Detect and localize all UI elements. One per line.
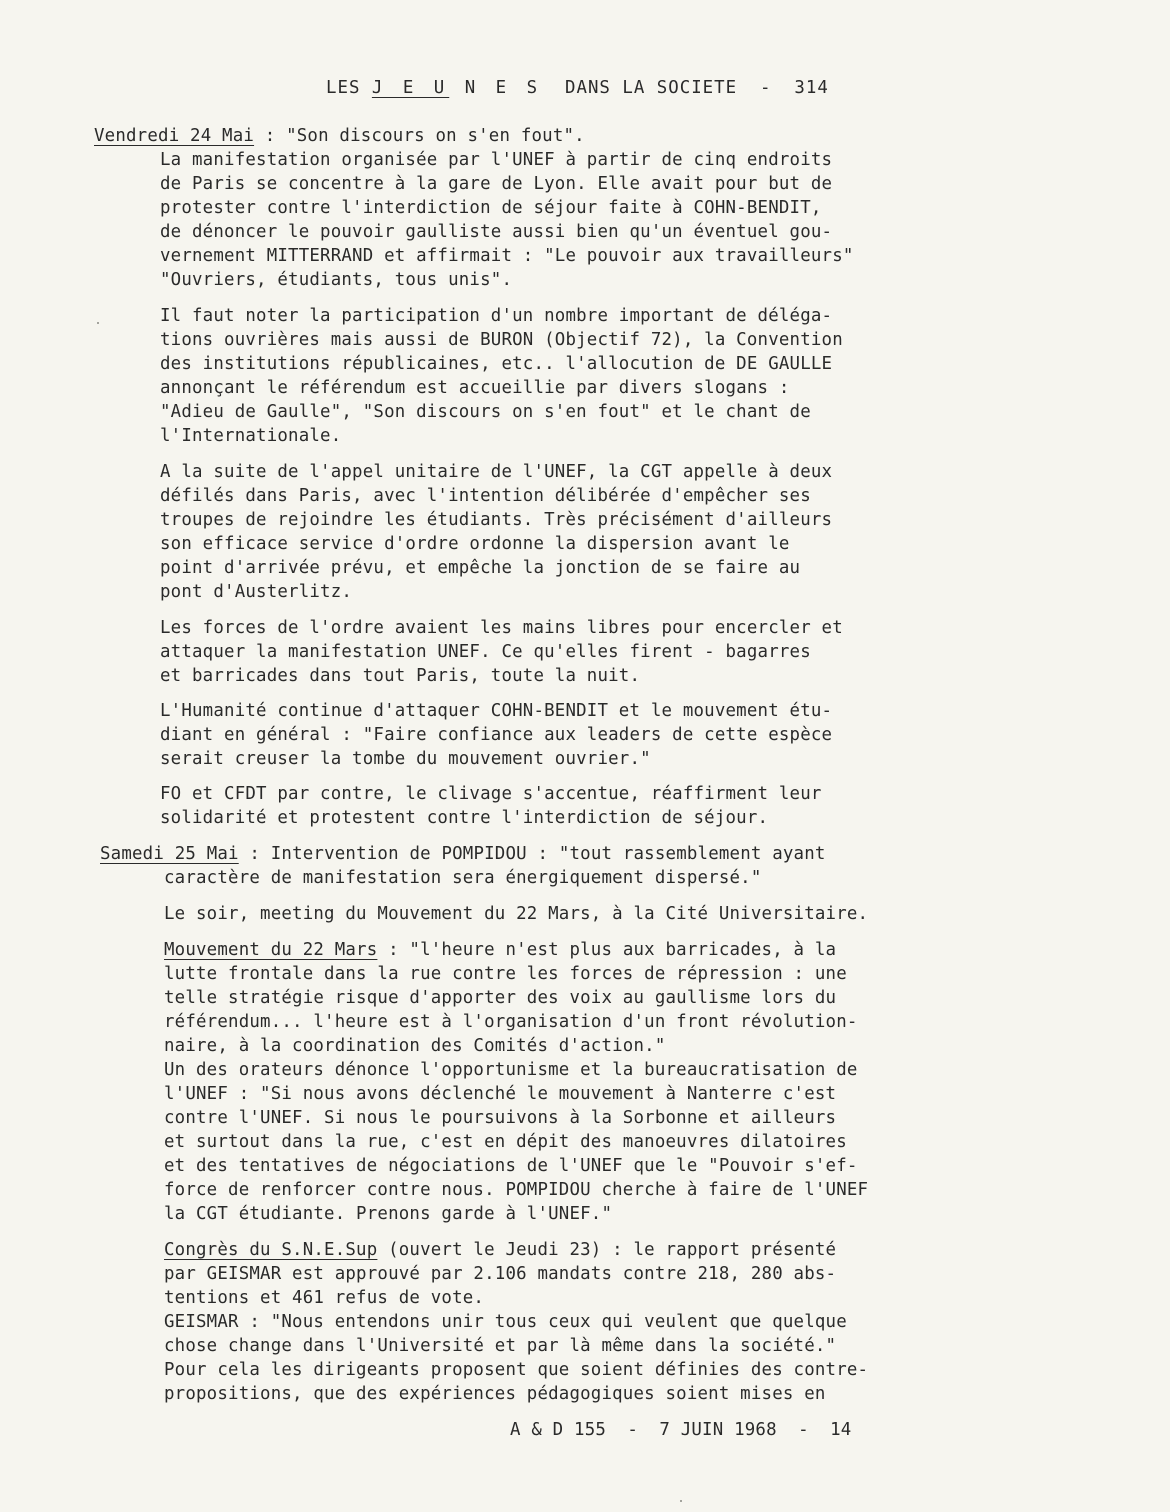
saturday-evening: Le soir, meeting du Mouvement du 22 Mars, à la Cité Universitaire. bbox=[164, 904, 869, 924]
friday-p2-line: annonçant le référendum est accueillie par divers slogans : bbox=[160, 378, 790, 398]
header-post: DANS LA SOCIETE - 314 bbox=[542, 78, 829, 98]
m22-line: lutte frontale dans la rue contre les forces de répression : une bbox=[164, 964, 847, 984]
saturday-title-cont: caractère de manifestation sera énergiquement dispersé." bbox=[164, 868, 762, 888]
m22-line: telle stratégie risque d'apporter des voix au gaullisme lors du bbox=[164, 988, 837, 1008]
friday-p1-line: La manifestation organisée par l'UNEF à partir de cinq endroits bbox=[160, 150, 833, 170]
m22-label: Mouvement du 22 Mars bbox=[164, 940, 378, 960]
m22-line: référendum... l'heure est à l'organisation d'un front révolution- bbox=[164, 1012, 858, 1032]
page-footer: A & D 155 - 7 JUIN 1968 - 14 bbox=[510, 1420, 852, 1440]
friday-p3-line: troupes de rejoindre les étudiants. Très précisément d'ailleurs bbox=[160, 510, 833, 530]
m22-first-line bbox=[164, 938, 836, 962]
m22-line: et surtout dans la rue, c'est en dépit des manoeuvres dilatoires bbox=[164, 1132, 847, 1152]
friday-p6-line: solidarité et protestent contre l'interdiction de séjour. bbox=[160, 808, 769, 828]
m22-line: force de renforcer contre nous. POMPIDOU cherche à faire de l'UNEF bbox=[164, 1180, 869, 1200]
friday-p4-line: attaquer la manifestation UNEF. Ce qu'elles firent - bagarres bbox=[160, 642, 811, 662]
m22-first-rest: : "l'heure n'est plus aux barricades, à la bbox=[377, 940, 837, 960]
saturday-date: Samedi 25 Mai bbox=[100, 844, 239, 864]
m22-line: Un des orateurs dénonce l'opportunisme et la bureaucratisation de bbox=[164, 1060, 858, 1080]
congres-line: GEISMAR : "Nous entendons unir tous ceux qui veulent que quelque bbox=[164, 1312, 847, 1332]
congres-line: chose change dans l'Université et par là même dans la société." bbox=[164, 1336, 837, 1356]
header-jeu: J E U bbox=[371, 78, 450, 98]
congres-first-rest: (ouvert le Jeudi 23) : le rapport présenté bbox=[377, 1240, 837, 1260]
m22-line: naire, à la coordination des Comités d'action." bbox=[164, 1036, 666, 1056]
m22-line: la CGT étudiante. Prenons garde à l'UNEF." bbox=[164, 1204, 613, 1224]
friday-title: : "Son discours on s'en fout". bbox=[254, 126, 585, 146]
m22-line: et des tentatives de négociations de l'UNEF que le "Pouvoir s'ef- bbox=[164, 1156, 858, 1176]
friday-p1-line: protester contre l'interdiction de séjour faite à COHN-BENDIT, bbox=[160, 198, 822, 218]
friday-p1-line: vernement MITTERRAND et affirmait : "Le pouvoir aux travailleurs" bbox=[160, 246, 854, 266]
friday-p2-line: Il faut noter la participation d'un nombre important de déléga- bbox=[160, 306, 833, 326]
congres-line: Pour cela les dirigeants proposent que soient définies des contre- bbox=[164, 1360, 869, 1380]
congres-line: tentions et 461 refus de vote. bbox=[164, 1288, 485, 1308]
friday-p1-line: de Paris se concentre à la gare de Lyon. Elle avait pour but de bbox=[160, 174, 833, 194]
friday-p2-line: l'Internationale. bbox=[160, 426, 342, 446]
m22-line: contre l'UNEF. Si nous le poursuivons à la Sorbonne et ailleurs bbox=[164, 1108, 837, 1128]
friday-p6-line: FO et CFDT par contre, le clivage s'accentue, réaffirment leur bbox=[160, 784, 822, 804]
friday-p1-line: de dénoncer le pouvoir gaulliste aussi bien qu'un éventuel gou- bbox=[160, 222, 833, 242]
friday-p5-line: diant en général : "Faire confiance aux leaders de cette espèce bbox=[160, 725, 833, 745]
saturday-title: : Intervention de POMPIDOU : "tout rassemblement ayant bbox=[238, 844, 826, 864]
header-nes: N E S bbox=[449, 78, 543, 98]
friday-p3-line: pont d'Austerlitz. bbox=[160, 582, 353, 602]
friday-p3-line: son efficace service d'ordre ordonne la dispersion avant le bbox=[160, 534, 790, 554]
friday-p4-line: Les forces de l'ordre avaient les mains libres pour encercler et bbox=[160, 618, 843, 638]
friday-p3-line: point d'arrivée prévu, et empêche la jonction de se faire au bbox=[160, 558, 801, 578]
congres-first-line bbox=[164, 1238, 836, 1262]
friday-p5-line: serait creuser la tombe du mouvement ouvrier." bbox=[160, 749, 651, 769]
congres-line: propositions, que des expériences pédagogiques soient mises en bbox=[164, 1384, 826, 1404]
friday-p4-line: et barricades dans tout Paris, toute la nuit. bbox=[160, 666, 641, 686]
page-header bbox=[326, 76, 829, 100]
friday-heading bbox=[94, 124, 585, 148]
friday-p1-line: "Ouvriers, étudiants, tous unis". bbox=[160, 270, 513, 290]
friday-p2-line: "Adieu de Gaulle", "Son discours on s'en fout" et le chant de bbox=[160, 402, 811, 422]
friday-p2-line: des institutions républicaines, etc.. l'allocution de DE GAULLE bbox=[160, 354, 833, 374]
congres-line: par GEISMAR est approuvé par 2.106 mandats contre 218, 280 abs- bbox=[164, 1264, 837, 1284]
friday-p2-line: tions ouvrières mais aussi de BURON (Objectif 72), la Convention bbox=[160, 330, 843, 350]
paper-speck bbox=[97, 322, 99, 324]
friday-p3-line: A la suite de l'appel unitaire de l'UNEF, la CGT appelle à deux bbox=[160, 462, 833, 482]
m22-line: l'UNEF : "Si nous avons déclenché le mouvement à Nanterre c'est bbox=[164, 1084, 837, 1104]
saturday-heading bbox=[100, 842, 826, 866]
header-pre: LES bbox=[326, 78, 372, 98]
congres-label: Congrès du S.N.E.Sup bbox=[164, 1240, 378, 1260]
friday-p3-line: défilés dans Paris, avec l'intention délibérée d'empêcher ses bbox=[160, 486, 811, 506]
paper-speck bbox=[680, 1500, 682, 1502]
friday-p5-line: L'Humanité continue d'attaquer COHN-BENDIT et le mouvement étu- bbox=[160, 701, 833, 721]
friday-date: Vendredi 24 Mai bbox=[94, 126, 255, 146]
